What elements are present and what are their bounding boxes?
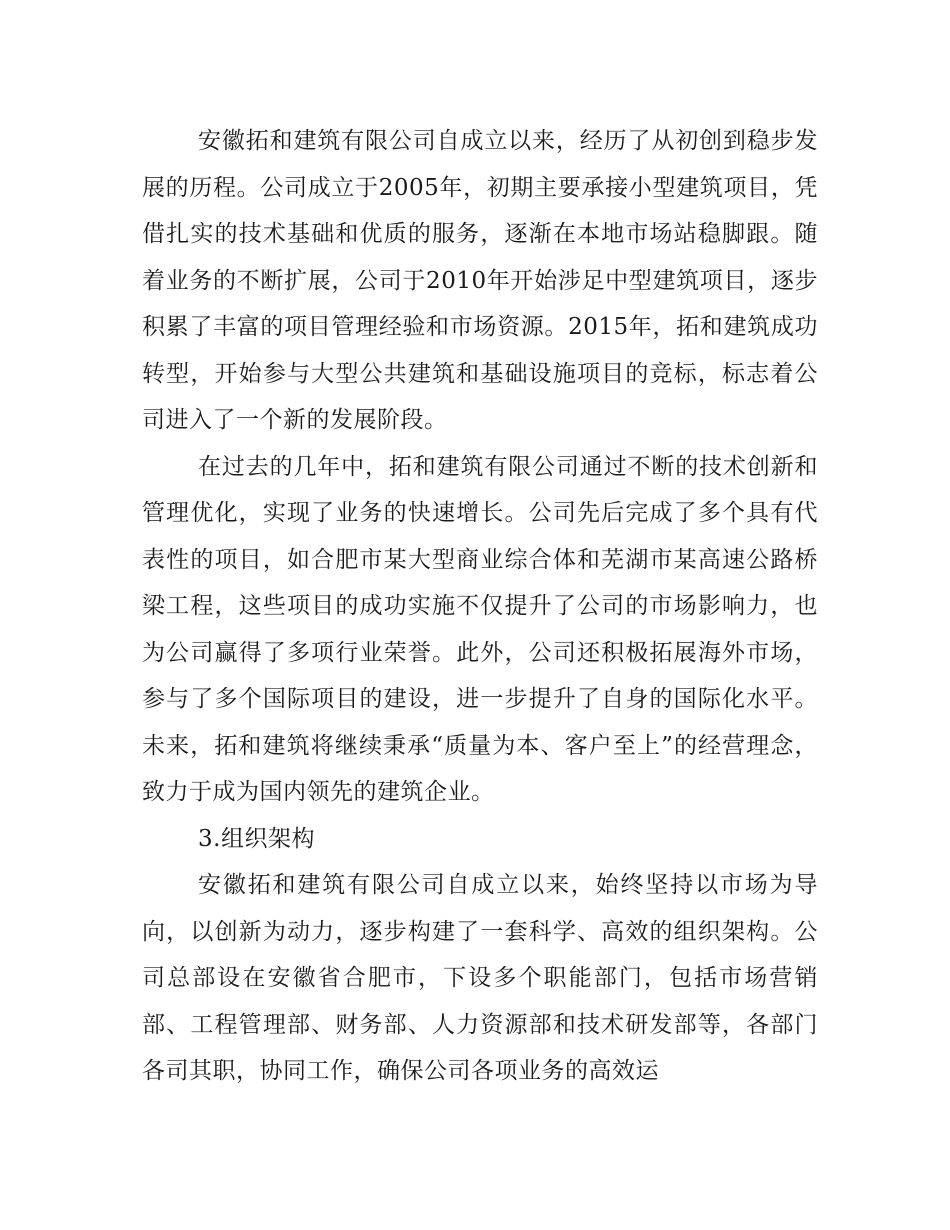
paragraph-organization: 安徽拓和建筑有限公司自成立以来，始终坚持以市场为导向，以创新为动力，逐步构建了一套科学、高效的组织架构。公司总部设在安徽省合肥市，下设多个职能部门，包括市场营销部、工程管理部、财务部、人力资源部和技术研发部等，各部门各司其职，协同工作，确保公司各项业务的高效运 <box>142 872 818 1084</box>
section-heading: 3.组织架构 <box>198 825 315 852</box>
document-body <box>142 118 818 1095</box>
paragraph-history: 安徽拓和建筑有限公司自成立以来，经历了从初创到稳步发展的历程。公司成立于2005年，初期主要承接小型建筑项目，凭借扎实的技术基础和优质的服务，逐渐在本地市场站稳脚跟。随着业务的不断扩展，公司于2010年开始涉足中型建筑项目，逐步积累了丰富的项目管理经验和市场资源。2015年，拓和建筑成功转型，开始参与大型公共建筑和基础设施项目的竞标，标志着公司进入了一个新的发展阶段。 <box>142 128 818 433</box>
paragraph-growth: 在过去的几年中，拓和建筑有限公司通过不断的技术创新和管理优化，实现了业务的快速增长。公司先后完成了多个具有代表性的项目，如合肥市某大型商业综合体和芜湖市某高速公路桥梁工程，这些项目的成功实施不仅提升了公司的市场影响力，也为公司赢得了多项行业荣誉。此外，公司还积极拓展海外市场，参与了多个国际项目的建设，进一步提升了自身的国际化水平。未来，拓和建筑将继续秉承“质量为本、客户至上”的经营理念，致力于成为国内领先的建筑企业。 <box>142 453 818 805</box>
